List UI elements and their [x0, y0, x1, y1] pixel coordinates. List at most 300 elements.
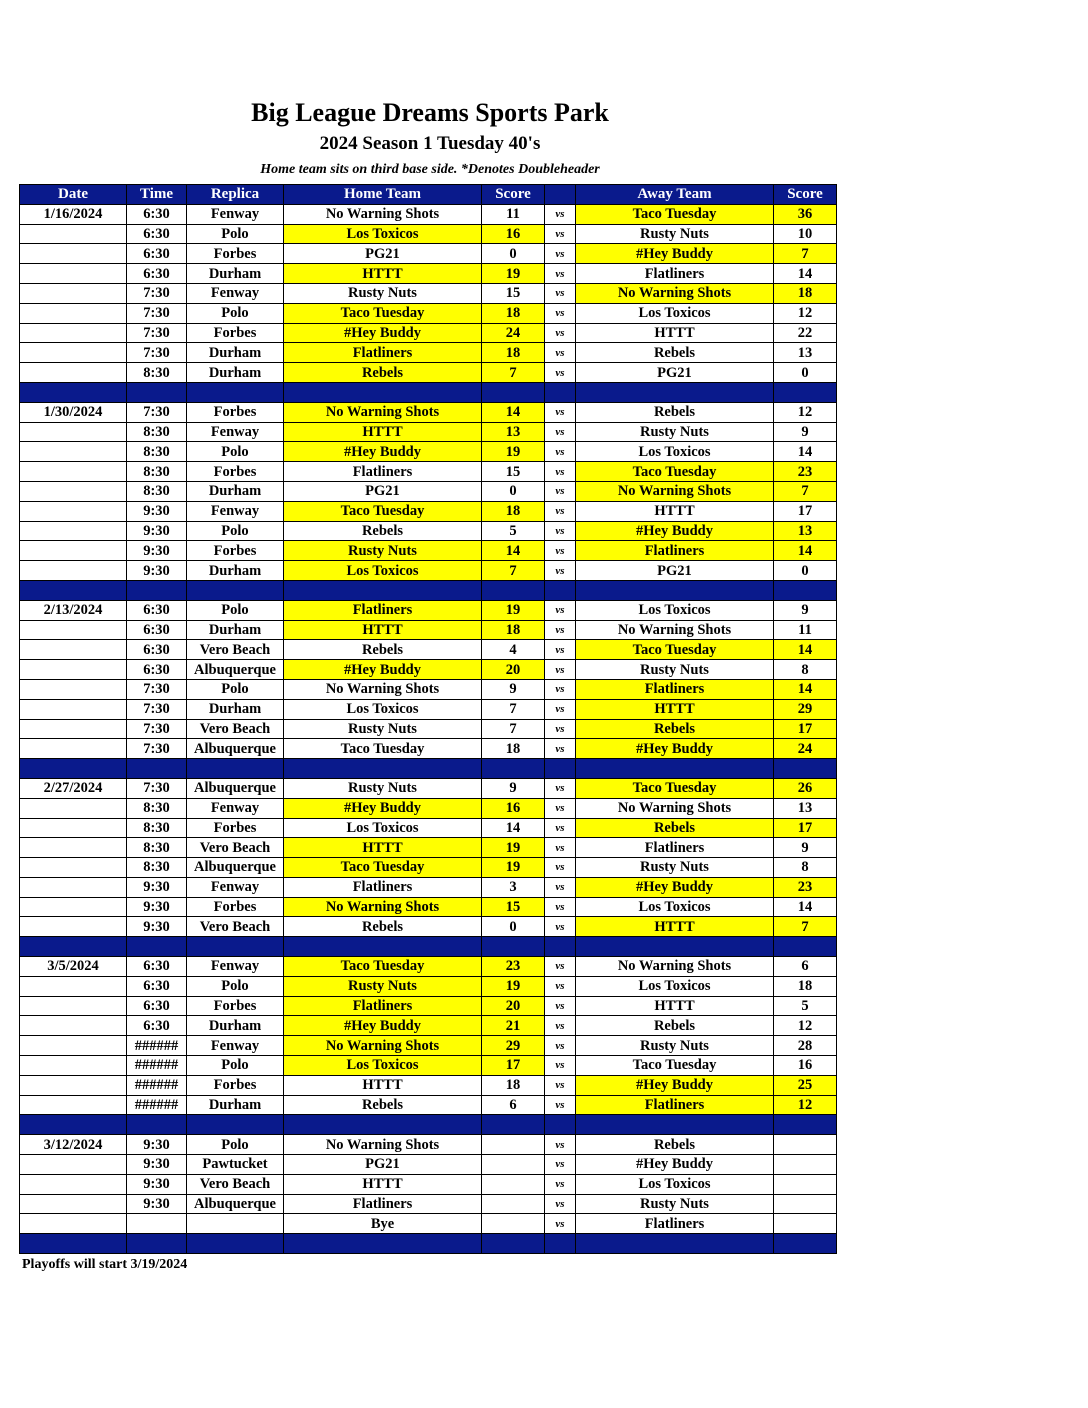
away-team-cell: Rebels [576, 343, 774, 363]
game-row [20, 1075, 837, 1095]
away-team-cell: #Hey Buddy [576, 521, 774, 541]
time-cell: ###### [127, 1036, 187, 1056]
field-cell: Forbes [187, 996, 284, 1016]
away-score-cell [774, 1155, 837, 1175]
game-row [20, 798, 837, 818]
week-separator [20, 580, 837, 600]
vs-cell: vs [545, 204, 576, 224]
field-cell: Fenway [187, 877, 284, 897]
away-score-cell: 0 [774, 561, 837, 581]
away-team-cell: Los Toxicos [576, 976, 774, 996]
vs-cell: vs [545, 976, 576, 996]
date-cell [20, 541, 127, 561]
time-cell: 7:30 [127, 283, 187, 303]
separator-cell [284, 1115, 482, 1135]
date-cell [20, 363, 127, 383]
time-cell: 9:30 [127, 1155, 187, 1175]
date-cell [20, 323, 127, 343]
date-cell [20, 858, 127, 878]
time-cell: 6:30 [127, 264, 187, 284]
home-team-cell: No Warning Shots [284, 897, 482, 917]
away-team-cell: HTTT [576, 323, 774, 343]
separator-cell [20, 1115, 127, 1135]
date-cell [20, 1056, 127, 1076]
col-date-header: Date [20, 185, 127, 205]
away-team-cell: Flatliners [576, 264, 774, 284]
home-score-cell: 20 [482, 996, 545, 1016]
home-team-cell: Rusty Nuts [284, 283, 482, 303]
home-score-cell: 18 [482, 343, 545, 363]
time-cell: ###### [127, 1095, 187, 1115]
separator-cell [576, 759, 774, 779]
game-row [20, 422, 837, 442]
time-cell: 9:30 [127, 897, 187, 917]
field-cell: Forbes [187, 244, 284, 264]
game-row [20, 877, 837, 897]
time-cell: 8:30 [127, 858, 187, 878]
home-score-cell [482, 1214, 545, 1234]
separator-cell [545, 1115, 576, 1135]
field-cell: Polo [187, 976, 284, 996]
field-cell: Polo [187, 679, 284, 699]
home-score-cell: 18 [482, 303, 545, 323]
away-team-cell: #Hey Buddy [576, 877, 774, 897]
playoffs-note: Playoffs will start 3/19/2024 [22, 1257, 188, 1272]
date-cell [20, 699, 127, 719]
field-cell [187, 1214, 284, 1234]
game-row [20, 303, 837, 323]
field-cell: Durham [187, 363, 284, 383]
date-cell [20, 521, 127, 541]
away-team-cell: Los Toxicos [576, 897, 774, 917]
home-team-cell: Rebels [284, 363, 482, 383]
separator-cell [545, 759, 576, 779]
away-score-cell: 8 [774, 660, 837, 680]
away-score-cell: 13 [774, 343, 837, 363]
field-cell: Polo [187, 303, 284, 323]
time-cell: 6:30 [127, 996, 187, 1016]
time-cell: 6:30 [127, 976, 187, 996]
date-cell: 2/27/2024 [20, 778, 127, 798]
home-team-cell: Los Toxicos [284, 818, 482, 838]
date-cell [20, 501, 127, 521]
vs-cell: vs [545, 561, 576, 581]
home-score-cell: 7 [482, 561, 545, 581]
home-team-cell: Rusty Nuts [284, 719, 482, 739]
game-row [20, 838, 837, 858]
vs-cell: vs [545, 363, 576, 383]
home-team-cell: No Warning Shots [284, 204, 482, 224]
date-cell [20, 679, 127, 699]
home-team-cell: HTTT [284, 422, 482, 442]
away-team-cell: Taco Tuesday [576, 204, 774, 224]
col-vs-header [545, 185, 576, 205]
vs-cell: vs [545, 244, 576, 264]
home-team-cell: No Warning Shots [284, 402, 482, 422]
home-team-cell: Taco Tuesday [284, 858, 482, 878]
home-score-cell: 15 [482, 462, 545, 482]
separator-cell [545, 580, 576, 600]
separator-cell [774, 759, 837, 779]
home-team-cell: Los Toxicos [284, 699, 482, 719]
game-row [20, 1155, 837, 1175]
vs-cell: vs [545, 481, 576, 501]
away-team-cell: Flatliners [576, 679, 774, 699]
vs-cell: vs [545, 739, 576, 759]
game-row [20, 600, 837, 620]
field-cell: Durham [187, 481, 284, 501]
field-cell: Forbes [187, 541, 284, 561]
time-cell: 9:30 [127, 917, 187, 937]
away-score-cell: 14 [774, 442, 837, 462]
game-row [20, 858, 837, 878]
week-separator [20, 937, 837, 957]
field-cell: Forbes [187, 1075, 284, 1095]
field-cell: Polo [187, 600, 284, 620]
game-row [20, 442, 837, 462]
away-score-cell [774, 1214, 837, 1234]
field-cell: Fenway [187, 957, 284, 977]
game-row [20, 699, 837, 719]
away-team-cell: HTTT [576, 996, 774, 1016]
away-score-cell: 11 [774, 620, 837, 640]
home-score-cell: 7 [482, 719, 545, 739]
away-score-cell: 7 [774, 244, 837, 264]
field-cell: Fenway [187, 501, 284, 521]
separator-cell [127, 382, 187, 402]
separator-cell [20, 759, 127, 779]
vs-cell: vs [545, 600, 576, 620]
date-cell [20, 244, 127, 264]
vs-cell: vs [545, 1214, 576, 1234]
home-score-cell: 5 [482, 521, 545, 541]
away-score-cell: 7 [774, 917, 837, 937]
date-cell [20, 640, 127, 660]
home-score-cell: 0 [482, 917, 545, 937]
time-cell: 8:30 [127, 462, 187, 482]
away-score-cell: 24 [774, 739, 837, 759]
col-home-score-header: Score [482, 185, 545, 205]
away-score-cell: 13 [774, 798, 837, 818]
home-team-cell: Taco Tuesday [284, 739, 482, 759]
separator-cell [20, 580, 127, 600]
home-score-cell: 21 [482, 1016, 545, 1036]
separator-cell [284, 382, 482, 402]
time-cell: 8:30 [127, 798, 187, 818]
date-cell [20, 224, 127, 244]
away-team-cell: #Hey Buddy [576, 244, 774, 264]
game-row [20, 640, 837, 660]
separator-cell [545, 1234, 576, 1254]
home-team-cell: Rebels [284, 1095, 482, 1115]
vs-cell: vs [545, 699, 576, 719]
game-row [20, 264, 837, 284]
field-cell: Albuquerque [187, 858, 284, 878]
separator-cell [187, 382, 284, 402]
away-score-cell: 23 [774, 877, 837, 897]
vs-cell: vs [545, 442, 576, 462]
field-cell: Forbes [187, 323, 284, 343]
home-score-cell: 3 [482, 877, 545, 897]
home-score-cell: 7 [482, 699, 545, 719]
time-cell: ###### [127, 1075, 187, 1095]
field-cell: Forbes [187, 818, 284, 838]
home-team-cell: Flatliners [284, 1194, 482, 1214]
away-team-cell: Rusty Nuts [576, 224, 774, 244]
field-cell: Forbes [187, 462, 284, 482]
vs-cell: vs [545, 1194, 576, 1214]
home-team-cell: Rusty Nuts [284, 778, 482, 798]
vs-cell: vs [545, 1135, 576, 1155]
time-cell: 9:30 [127, 877, 187, 897]
field-cell: Fenway [187, 422, 284, 442]
vs-cell: vs [545, 838, 576, 858]
home-team-cell: No Warning Shots [284, 1135, 482, 1155]
separator-cell [127, 580, 187, 600]
date-cell [20, 719, 127, 739]
away-score-cell: 10 [774, 224, 837, 244]
home-team-cell: Rusty Nuts [284, 541, 482, 561]
field-cell: Fenway [187, 283, 284, 303]
time-cell: 6:30 [127, 660, 187, 680]
separator-cell [774, 1115, 837, 1135]
week-separator [20, 382, 837, 402]
vs-cell: vs [545, 462, 576, 482]
home-score-cell: 19 [482, 858, 545, 878]
page-subtitle: 2024 Season 1 Tuesday 40's [319, 133, 541, 154]
vs-cell: vs [545, 1036, 576, 1056]
away-score-cell: 26 [774, 778, 837, 798]
game-row [20, 1174, 837, 1194]
field-cell: Durham [187, 343, 284, 363]
week-separator [20, 759, 837, 779]
separator-cell [576, 1234, 774, 1254]
away-team-cell: No Warning Shots [576, 283, 774, 303]
vs-cell: vs [545, 402, 576, 422]
away-team-cell: No Warning Shots [576, 620, 774, 640]
time-cell: 9:30 [127, 501, 187, 521]
game-row [20, 224, 837, 244]
time-cell: 7:30 [127, 719, 187, 739]
game-row [20, 204, 837, 224]
vs-cell: vs [545, 1016, 576, 1036]
away-team-cell: Flatliners [576, 838, 774, 858]
vs-cell: vs [545, 1174, 576, 1194]
home-team-cell: HTTT [284, 838, 482, 858]
date-cell: 2/13/2024 [20, 600, 127, 620]
home-team-cell: Los Toxicos [284, 561, 482, 581]
separator-cell [284, 1234, 482, 1254]
home-team-cell: #Hey Buddy [284, 660, 482, 680]
game-row [20, 283, 837, 303]
game-row [20, 501, 837, 521]
time-cell: 8:30 [127, 442, 187, 462]
home-team-cell: HTTT [284, 264, 482, 284]
away-team-cell: Taco Tuesday [576, 1056, 774, 1076]
away-score-cell: 6 [774, 957, 837, 977]
separator-cell [482, 1234, 545, 1254]
field-cell: Durham [187, 620, 284, 640]
away-team-cell: Rusty Nuts [576, 1036, 774, 1056]
separator-cell [774, 580, 837, 600]
date-cell [20, 343, 127, 363]
separator-cell [482, 759, 545, 779]
vs-cell: vs [545, 778, 576, 798]
separator-cell [774, 937, 837, 957]
game-row [20, 343, 837, 363]
away-score-cell: 0 [774, 363, 837, 383]
date-cell [20, 481, 127, 501]
separator-cell [20, 382, 127, 402]
home-score-cell: 7 [482, 363, 545, 383]
home-team-cell: Bye [284, 1214, 482, 1234]
home-score-cell: 0 [482, 481, 545, 501]
away-team-cell: Rusty Nuts [576, 858, 774, 878]
separator-cell [187, 1234, 284, 1254]
home-score-cell: 14 [482, 818, 545, 838]
home-team-cell: Los Toxicos [284, 224, 482, 244]
time-cell: 7:30 [127, 402, 187, 422]
time-cell: 7:30 [127, 303, 187, 323]
date-cell [20, 462, 127, 482]
date-cell [20, 660, 127, 680]
away-score-cell [774, 1135, 837, 1155]
home-score-cell: 18 [482, 739, 545, 759]
separator-cell [482, 382, 545, 402]
game-row [20, 957, 837, 977]
home-team-cell: Flatliners [284, 996, 482, 1016]
field-cell: Polo [187, 442, 284, 462]
field-cell: Vero Beach [187, 640, 284, 660]
home-score-cell: 18 [482, 620, 545, 640]
separator-cell [187, 580, 284, 600]
home-score-cell [482, 1135, 545, 1155]
separator-cell [20, 937, 127, 957]
game-row [20, 818, 837, 838]
away-team-cell: Rebels [576, 1016, 774, 1036]
vs-cell: vs [545, 818, 576, 838]
col-home-team-header: Home Team [284, 185, 482, 205]
game-row [20, 541, 837, 561]
date-cell [20, 303, 127, 323]
field-cell: Polo [187, 1135, 284, 1155]
header-row [20, 185, 837, 205]
time-cell: 6:30 [127, 224, 187, 244]
separator-cell [774, 382, 837, 402]
away-team-cell: Los Toxicos [576, 600, 774, 620]
time-cell: 8:30 [127, 818, 187, 838]
away-team-cell: Flatliners [576, 541, 774, 561]
away-score-cell: 17 [774, 818, 837, 838]
away-score-cell [774, 1194, 837, 1214]
field-cell: Polo [187, 521, 284, 541]
game-row [20, 244, 837, 264]
date-cell [20, 1075, 127, 1095]
vs-cell: vs [545, 679, 576, 699]
game-row [20, 1194, 837, 1214]
separator-cell [774, 1234, 837, 1254]
separator-cell [482, 1115, 545, 1135]
home-team-cell: Rusty Nuts [284, 976, 482, 996]
home-score-cell: 20 [482, 660, 545, 680]
away-score-cell: 9 [774, 838, 837, 858]
vs-cell: vs [545, 660, 576, 680]
vs-cell: vs [545, 303, 576, 323]
home-score-cell: 23 [482, 957, 545, 977]
field-cell: Polo [187, 1056, 284, 1076]
home-team-cell: Flatliners [284, 877, 482, 897]
field-cell: Albuquerque [187, 1194, 284, 1214]
time-cell: 6:30 [127, 957, 187, 977]
game-row [20, 976, 837, 996]
away-score-cell: 25 [774, 1075, 837, 1095]
away-score-cell: 22 [774, 323, 837, 343]
game-row [20, 481, 837, 501]
time-cell: 8:30 [127, 838, 187, 858]
field-cell: Albuquerque [187, 778, 284, 798]
field-cell: Albuquerque [187, 739, 284, 759]
vs-cell: vs [545, 917, 576, 937]
game-row [20, 1056, 837, 1076]
away-team-cell: Los Toxicos [576, 303, 774, 323]
away-score-cell [774, 1174, 837, 1194]
separator-cell [576, 382, 774, 402]
home-team-cell: PG21 [284, 244, 482, 264]
time-cell: 9:30 [127, 1174, 187, 1194]
field-cell: Vero Beach [187, 838, 284, 858]
separator-cell [545, 382, 576, 402]
separator-cell [545, 937, 576, 957]
away-team-cell: Flatliners [576, 1095, 774, 1115]
home-score-cell: 4 [482, 640, 545, 660]
home-team-cell: PG21 [284, 1155, 482, 1175]
field-cell: Forbes [187, 402, 284, 422]
home-team-cell: #Hey Buddy [284, 323, 482, 343]
away-team-cell: Rusty Nuts [576, 660, 774, 680]
away-team-cell: Rebels [576, 1135, 774, 1155]
game-row [20, 561, 837, 581]
home-score-cell: 19 [482, 264, 545, 284]
away-score-cell: 17 [774, 501, 837, 521]
separator-cell [20, 1234, 127, 1254]
separator-cell [187, 937, 284, 957]
game-row [20, 363, 837, 383]
page-title: Big League Dreams Sports Park [251, 98, 609, 127]
home-score-cell: 14 [482, 541, 545, 561]
home-team-cell: Flatliners [284, 343, 482, 363]
vs-cell: vs [545, 521, 576, 541]
separator-cell [187, 759, 284, 779]
date-cell: 1/16/2024 [20, 204, 127, 224]
separator-cell [576, 937, 774, 957]
date-cell [20, 1194, 127, 1214]
time-cell: 9:30 [127, 541, 187, 561]
home-score-cell: 17 [482, 1056, 545, 1076]
date-cell [20, 442, 127, 462]
vs-cell: vs [545, 264, 576, 284]
vs-cell: vs [545, 897, 576, 917]
date-cell [20, 976, 127, 996]
away-score-cell: 14 [774, 679, 837, 699]
away-score-cell: 9 [774, 600, 837, 620]
home-team-cell: HTTT [284, 1174, 482, 1194]
home-score-cell: 19 [482, 838, 545, 858]
time-cell: 7:30 [127, 699, 187, 719]
home-score-cell: 19 [482, 976, 545, 996]
schedule-table [19, 184, 837, 1254]
separator-cell [482, 580, 545, 600]
date-cell [20, 1016, 127, 1036]
